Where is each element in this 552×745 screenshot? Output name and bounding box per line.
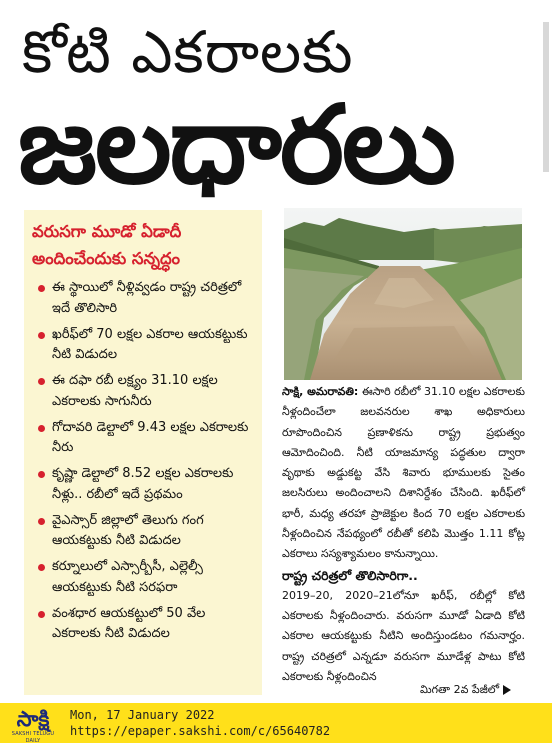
continued-text: మిగతా 2వ పేజీలో (420, 683, 500, 696)
bullet-icon (38, 332, 45, 339)
list-item-text: ఈ స్థాయిలో నీళ్లివ్వడం రాష్ట్ర చరిత్రలో ఇదే తొలిసారి (52, 280, 242, 316)
list-item (24, 418, 262, 459)
bullet-icon (38, 425, 45, 432)
list-item-text: ఖరీఫ్‌లో 70 లక్షల ఎకరాల ఆయకట్టుకు నీటి విడుదల (52, 326, 248, 362)
epaper-link[interactable]: https://epaper.sakshi.com/c/65640782 (70, 724, 331, 738)
list-item (24, 371, 262, 412)
list-item (24, 557, 262, 598)
bullet-icon (38, 285, 45, 292)
subheading: రాష్ట్ర చరిత్రలో తొలిసారిగా.. (282, 567, 418, 583)
bullet-icon (38, 611, 45, 618)
bullet-icon (38, 518, 45, 525)
list-item (24, 278, 262, 319)
list-item-text: కృష్ణా డెల్టాలో 8.52 లక్షల ఎకరాలకు నీళ్లు.. రబీలో ఇదే ప్రథమం (52, 466, 234, 502)
bullet-icon (38, 471, 45, 478)
list-item (24, 604, 262, 645)
list-item (24, 464, 262, 505)
continued-notice (420, 683, 511, 697)
logo-tagline: SAKSHI TELUGU DAILY (11, 731, 55, 744)
highlights-list (24, 278, 262, 650)
headline-line-1: కోటి ఎకరాలకు (22, 18, 354, 86)
canal-photo (284, 208, 522, 380)
list-item (24, 511, 262, 552)
sakshi-logo (6, 706, 60, 744)
headline (0, 0, 552, 208)
list-item-text: ఈ దఫా రబీ లక్ష్యం 31.10 లక్షల ఎకరాలకు సాగునీరు (52, 373, 218, 409)
article-body (282, 382, 525, 687)
highlights-heading: వరుసగా మూడో ఏడాదీ అందించేందుకు సన్నద్ధం (32, 222, 182, 268)
paragraph-2: 2019–20, 2020–21లోనూ ఖరీఫ్, రబీల్లో కోటి ఎకరాలకు నీళ్లందించారు. వరుసగా మూడో ఏడాది కోటి ఎకరాల ఆయకట్టుకు నీటిని అందిస్తుండటం గమనార్హం. రాష్ట్ర చరిత్రలో ఎన్నడూ వరుసగా మూడేళ్ల పాటు కోటి ఎకరాలకు నీళ్లందించిన (282, 588, 525, 683)
play-arrow-icon (503, 685, 511, 695)
list-item-text: గోదావరి డెల్టాలో 9.43 లక్షల ఎకరాలకు నీరు (52, 419, 249, 455)
bullet-icon (38, 378, 45, 385)
dateline: సాక్షి, అమరావతి: (282, 385, 359, 398)
edition-date: Mon, 17 January 2022 (70, 708, 215, 722)
list-item-text: కర్నూలులో ఎస్సార్బీసీ, ఎల్లెల్సీ ఆయకట్టుకు నీటి సరఫరా (52, 559, 203, 595)
list-item-text: వైఎస్సార్ జిల్లాలో తెలుగు గంగ ఆయకట్టుకు నీటి విడుదల (52, 512, 204, 548)
paragraph-1: ఈసారి రబీలో 31.10 లక్షల ఎకరాలకు నీళ్లందించేలా జలవనరుల శాఖ అధికారులు రూపొందించిన ప్రణాళికను రాష్ట్ర ప్రభుత్వం ఆమోదించింది. నీటి యాజమాన్య పద్ధతుల ద్వారా వృథాకు అడ్డుకట్ట వేసి శివారు భూములకు సైతం జలసిరులు అందించాలని దిశానిర్దేశం చేసింది. ఖరీఫ్‌లో భారీ, మధ్య తరహా ప్రాజెక్టుల కింద 70 లక్షల ఎకరాలకు నీళ్లందించిన నేపథ్యంలో రబీతో కలిపి మొత్తం 1.11 కోట్ల ఎకరాలు సస్యశ్యామలం కానున్నాయి. (282, 385, 525, 561)
epaper-footer (0, 703, 552, 743)
list-item (24, 325, 262, 366)
bullet-icon (38, 564, 45, 571)
highlights-box (24, 210, 262, 695)
headline-line-2: జలధారలు (18, 83, 454, 208)
list-item-text: వంశధార ఆయకట్టులో 50 వేల ఎకరాలకు నీటి విడుదల (52, 605, 206, 641)
column-rule (543, 22, 549, 172)
logo-wordmark: సాక్షి (16, 707, 50, 731)
